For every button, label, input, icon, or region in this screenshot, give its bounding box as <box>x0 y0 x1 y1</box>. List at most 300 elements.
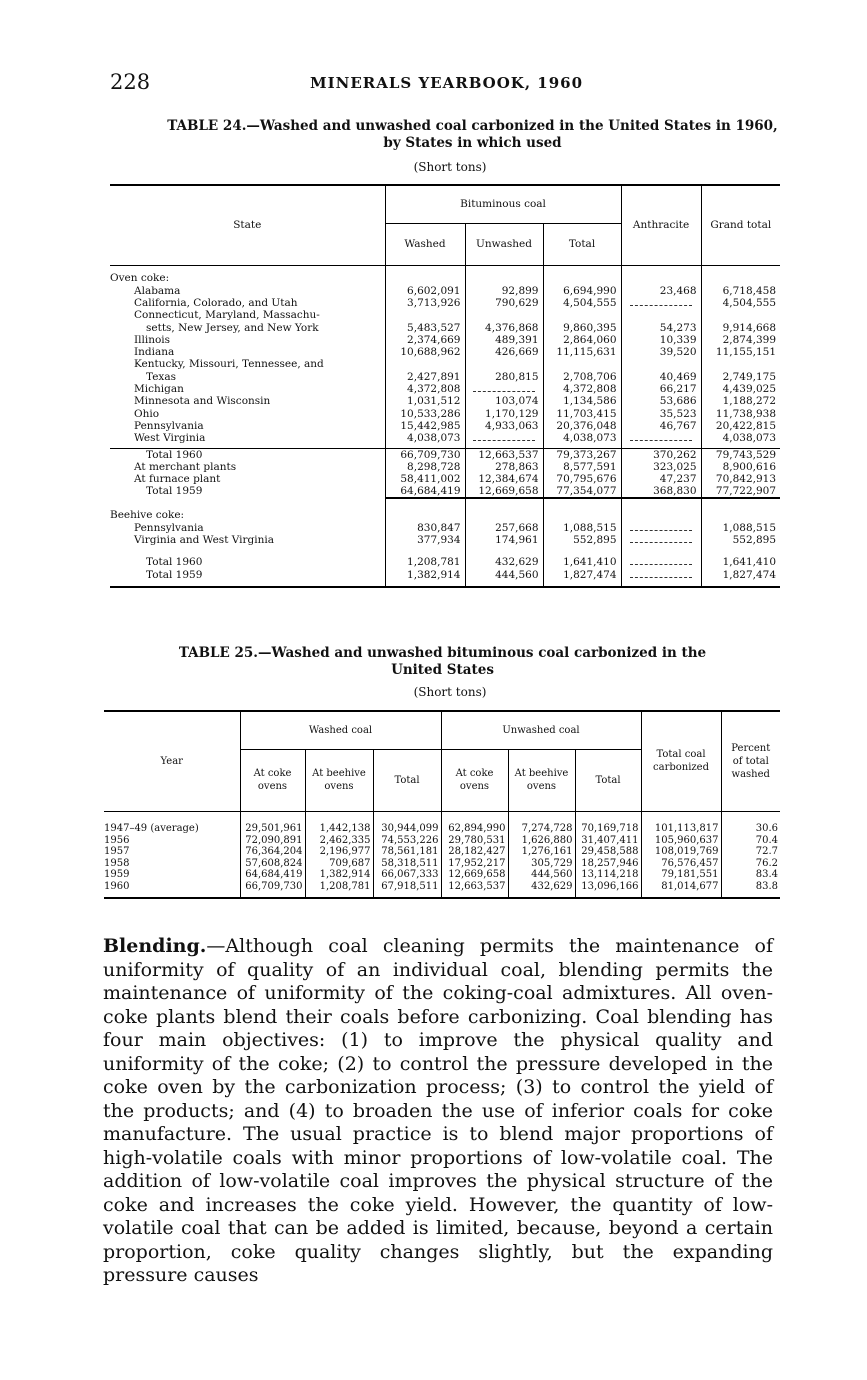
table24-row-label-text: Total 1959 <box>146 485 203 498</box>
table25-cell-carbonized: 79,181,551 <box>641 869 721 881</box>
table24-cell-grand: 6,718,458 <box>701 285 780 297</box>
table24-cell-unwashed: 489,391 <box>465 334 543 346</box>
table25-spacer-cell <box>305 811 373 823</box>
table25-cell-u_beehive: 1,626,880 <box>508 835 575 847</box>
table24-row <box>110 420 780 432</box>
table24-cell-unwashed: 278,863 <box>465 461 543 473</box>
table24-cell-anthracite: 323,025 <box>621 461 701 473</box>
table24-spacer-cell <box>621 581 701 587</box>
table25-row <box>104 881 780 893</box>
table24-cell-grand: 11,155,151 <box>701 346 780 358</box>
table25-cell-w_total: 78,561,181 <box>373 846 441 858</box>
table24-spacer-cell <box>701 581 780 587</box>
table24-row-label-text: Virginia and West Virginia <box>134 534 274 546</box>
table24-cell-washed: 58,411,002 <box>385 473 465 485</box>
table24-cell-washed: 4,372,808 <box>385 383 465 395</box>
table24-header-bituminous: Bituminous coal <box>385 185 621 223</box>
table24-cell-total: 4,038,073 <box>543 433 621 445</box>
table24-cell-grand: 4,038,073 <box>701 433 780 445</box>
blending-lead: Blending. <box>103 935 207 957</box>
table24-spacer-cell <box>465 547 543 557</box>
table24-row <box>110 359 780 371</box>
table24-row-label <box>110 534 385 546</box>
table25-cell-u_coke: 12,663,537 <box>441 881 508 893</box>
table24-cell-total: 2,864,060 <box>543 334 621 346</box>
table24-caption-line1: TABLE 24.—Washed and unwashed coal carbonized in the United States in 1960, <box>167 118 778 134</box>
table25-spacer-cell <box>508 892 575 898</box>
table24-cell-anthracite: 40,469 <box>621 371 701 383</box>
table25-spacer <box>104 892 780 898</box>
table24-cell-unwashed: 174,961 <box>465 534 543 546</box>
blending-paragraph <box>103 935 773 1288</box>
table24-cell-grand: 552,895 <box>701 534 780 546</box>
table24-cell-total: 11,115,631 <box>543 346 621 358</box>
blank-leader <box>630 299 692 306</box>
table24-spacer-cell <box>701 547 780 557</box>
table24-cell-washed: 377,934 <box>385 534 465 546</box>
table24-cell-anthracite <box>621 433 701 445</box>
table24-cell <box>385 271 465 285</box>
table24-cell-anthracite: 47,237 <box>621 473 701 485</box>
table25-cell-w_beehive: 1,382,914 <box>305 869 373 881</box>
page-header <box>110 70 780 98</box>
table25-caption-line2: United States <box>391 662 494 678</box>
table25-row-year-text: 1960 <box>104 880 130 892</box>
table24-row-label <box>110 359 385 371</box>
table24-cell-grand: 1,088,515 <box>701 522 780 534</box>
table24-row-label <box>110 285 385 297</box>
table24-spacer-cell <box>110 498 385 508</box>
table25-spacer <box>104 811 780 823</box>
table24-section-label: Beehive coke: <box>110 509 185 522</box>
table24-cell <box>543 508 621 522</box>
table25-spacer-cell <box>641 892 721 898</box>
table24-header-washed: Washed <box>385 223 465 265</box>
table25-row-year-text: 1956 <box>104 834 130 846</box>
table24-cell-washed: 3,713,926 <box>385 297 465 309</box>
table25-unit: (Short tons) <box>413 685 487 699</box>
table24-cell-anthracite: 23,468 <box>621 285 701 297</box>
table24-cell-washed: 1,031,512 <box>385 396 465 408</box>
table25-cell-u_coke: 62,894,990 <box>441 823 508 835</box>
table24-cell-washed: 1,382,914 <box>385 569 465 581</box>
table24-cell-unwashed: 4,933,063 <box>465 420 543 432</box>
table25-cell-w_coke: 66,709,730 <box>240 881 305 893</box>
table25-row <box>104 846 780 858</box>
table24-cell-washed: 6,602,091 <box>385 285 465 297</box>
table25-header-percent-washed: Percent of total washed <box>721 711 780 811</box>
table24-spacer-cell <box>385 581 465 587</box>
table25-header-washed-total: Total <box>373 749 441 811</box>
table24-spacer <box>110 498 780 508</box>
table24-row <box>110 473 780 485</box>
table24-row <box>110 557 780 569</box>
table24-header-grand-total: Grand total <box>701 185 780 265</box>
table24-row <box>110 396 780 408</box>
table25-row-year-text: 1947–49 (average) <box>104 823 199 835</box>
table24-header-total: Total <box>543 223 621 265</box>
table24-caption-line2: by States in which used <box>383 135 562 151</box>
table24-cell-anthracite <box>621 310 701 322</box>
table24-cell-anthracite: 46,767 <box>621 420 701 432</box>
table24-spacer-cell <box>385 498 465 508</box>
table24-cell-unwashed: 432,629 <box>465 557 543 569</box>
table24-unit: (Short tons) <box>413 160 487 174</box>
table24-row <box>110 449 780 461</box>
table24-row-label <box>110 522 385 534</box>
table25-cell-w_beehive: 1,208,781 <box>305 881 373 893</box>
table24-cell-grand: 20,422,815 <box>701 420 780 432</box>
table25-header-year: Year <box>104 711 240 811</box>
table25-cell-u_total: 29,458,588 <box>575 846 641 858</box>
table24-spacer-cell <box>543 547 621 557</box>
table25-cell-u_total: 70,169,718 <box>575 823 641 835</box>
table24-row-label-text: Michigan <box>134 383 184 396</box>
table24-spacer-cell <box>621 547 701 557</box>
table24-row-label-text: At merchant plants <box>134 461 237 473</box>
table24-row <box>110 310 780 322</box>
table24-cell-unwashed: 257,668 <box>465 522 543 534</box>
blank-leader <box>473 434 535 441</box>
table25-cell-u_beehive: 432,629 <box>508 881 575 893</box>
page-number: 228 <box>110 70 151 94</box>
table24-cell-anthracite: 35,523 <box>621 408 701 420</box>
table24-row-label <box>110 486 385 498</box>
table25-cell-w_total: 74,553,226 <box>373 835 441 847</box>
table25-row-year <box>104 858 240 870</box>
table25-cell-w_coke: 76,364,204 <box>240 846 305 858</box>
table24-row-label-text: Total 1959 <box>146 568 203 581</box>
table25-cell-w_total: 67,918,511 <box>373 881 441 893</box>
table24-cell-grand <box>701 359 780 371</box>
table24-header-state: State <box>110 185 385 265</box>
table24-cell-washed <box>385 310 465 322</box>
table24-cell-unwashed: 1,170,129 <box>465 408 543 420</box>
table24-cell-washed: 5,483,527 <box>385 322 465 334</box>
table25-caption-line1: TABLE 25.—Washed and unwashed bituminous coal carbonized in the <box>178 645 707 661</box>
table25-spacer-cell <box>240 892 305 898</box>
table25-cell-w_coke: 72,090,891 <box>240 835 305 847</box>
table24-cell-total: 1,088,515 <box>543 522 621 534</box>
table24-row <box>110 569 780 581</box>
table24-row <box>110 346 780 358</box>
table24-cell-grand: 11,738,938 <box>701 408 780 420</box>
table24-cell-washed: 2,374,669 <box>385 334 465 346</box>
table25-spacer-cell <box>305 892 373 898</box>
table24-section-row <box>110 271 780 285</box>
table24-row-label-text: California, Colorado, and Utah <box>134 297 298 309</box>
table24-cell-grand <box>701 310 780 322</box>
table24-cell-washed: 830,847 <box>385 522 465 534</box>
table24-cell-unwashed: 280,815 <box>465 371 543 383</box>
table24-row <box>110 322 780 334</box>
table24-cell-grand: 4,439,025 <box>701 383 780 395</box>
table24-row-label-text: Kentucky, Missouri, Tennessee, and <box>134 358 324 371</box>
table24-cell-grand: 1,827,474 <box>701 569 780 581</box>
table24-spacer <box>110 547 780 557</box>
table25-spacer-cell <box>373 892 441 898</box>
table25-cell-pct: 72.7 <box>721 846 780 858</box>
table24-spacer-cell <box>543 498 621 508</box>
table25-row <box>104 823 780 835</box>
table24-cell-grand: 9,914,668 <box>701 322 780 334</box>
table24-row <box>110 408 780 420</box>
table24-cell-unwashed: 12,663,537 <box>465 449 543 461</box>
table24-cell-total: 1,827,474 <box>543 569 621 581</box>
table24-cell-grand: 2,874,399 <box>701 334 780 346</box>
table25-spacer-cell <box>373 811 441 823</box>
table25-cell-carbonized: 105,960,637 <box>641 835 721 847</box>
table25-cell-w_total: 58,318,511 <box>373 858 441 870</box>
table24-row-label-text: Alabama <box>134 285 181 297</box>
table24-cell-total: 77,354,077 <box>543 486 621 498</box>
table25-header-unwashed-coal: Unwashed coal <box>441 711 641 749</box>
table24-row-label <box>110 420 385 432</box>
table25-cell-w_beehive: 709,687 <box>305 858 373 870</box>
table24-cell-unwashed: 4,376,868 <box>465 322 543 334</box>
table25-header-unwashed-beehive-ovens: At beehive ovens <box>508 749 575 811</box>
table25-cell-u_coke: 29,780,531 <box>441 835 508 847</box>
table25-header-washed-beehive-ovens: At beehive ovens <box>305 749 373 811</box>
table24 <box>110 184 780 588</box>
table24-cell-unwashed <box>465 433 543 445</box>
table24-row <box>110 297 780 309</box>
table24-cell-total: 9,860,395 <box>543 322 621 334</box>
table24-cell-total <box>543 310 621 322</box>
table25-cell-pct: 76.2 <box>721 858 780 870</box>
table25-cell-w_coke: 64,684,419 <box>240 869 305 881</box>
table24-row <box>110 433 780 445</box>
table24-section-row <box>110 508 780 522</box>
table25 <box>104 710 780 899</box>
table24-header-anthracite: Anthracite <box>621 185 701 265</box>
table24-cell-total: 4,372,808 <box>543 383 621 395</box>
table24-cell-grand: 2,749,175 <box>701 371 780 383</box>
table24-cell-anthracite: 10,339 <box>621 334 701 346</box>
table24-cell-anthracite: 368,830 <box>621 486 701 498</box>
table24-cell-anthracite: 370,262 <box>621 449 701 461</box>
table25-row-year <box>104 881 240 893</box>
table24-cell-washed: 4,038,073 <box>385 433 465 445</box>
table24-cell-anthracite <box>621 522 701 534</box>
table24-cell-total: 70,795,676 <box>543 473 621 485</box>
table25-cell-u_coke: 28,182,427 <box>441 846 508 858</box>
table24-cell-total: 8,577,591 <box>543 461 621 473</box>
table24-cell-anthracite <box>621 297 701 309</box>
table24-spacer-cell <box>110 581 385 587</box>
table24-row <box>110 285 780 297</box>
table24-cell-anthracite: 66,217 <box>621 383 701 395</box>
table24-cell-unwashed: 12,669,658 <box>465 486 543 498</box>
table25-cell-pct: 83.4 <box>721 869 780 881</box>
table24-spacer-cell <box>701 498 780 508</box>
table24-cell-total: 20,376,048 <box>543 420 621 432</box>
table24-cell-total: 6,694,990 <box>543 285 621 297</box>
table24-row-label <box>110 297 385 309</box>
table24-cell <box>465 508 543 522</box>
table24-row-label <box>110 322 385 334</box>
table24-cell-total <box>543 359 621 371</box>
table25-cell-pct: 70.4 <box>721 835 780 847</box>
table24-cell <box>621 271 701 285</box>
table25-cell-w_beehive: 2,196,977 <box>305 846 373 858</box>
table25-cell-u_coke: 12,669,658 <box>441 869 508 881</box>
table24-row-label <box>110 433 385 445</box>
table24-cell-grand: 1,641,410 <box>701 557 780 569</box>
table24-cell-washed: 10,533,286 <box>385 408 465 420</box>
blending-text: —Although coal cleaning permits the maintenance of uniformity of quality of an individual coal, blending permits the maintenance of uniformity of the coking-coal admixtures. All oven-coke plants blend their coals before carbonizing. Coal blending has four main objectives: (1) to improve the physical quality and uniformity of the coke; (2) to control the pressure developed in the coke oven by the carbonization process; (3) to control the yield of the products; and (4) to broaden the use of inferior coals for coke manufacture. The usual practice is to blend major proportions of high-volatile coals with minor proportions of low-volatile coal. The addition of low-volatile coal improves the physical structure of the coke and increases the coke yield. However, the quantity of low-volatile coal that can be added is limited, because, beyond a certain proportion, coke quality changes slightly, but the expanding pressure causes <box>103 935 773 1286</box>
table25-spacer-cell <box>441 892 508 898</box>
table25-cell-u_total: 13,096,166 <box>575 881 641 893</box>
table24-cell <box>701 508 780 522</box>
table24-cell-unwashed <box>465 359 543 371</box>
table25-cell-u_beehive: 444,560 <box>508 869 575 881</box>
table24-cell-total: 552,895 <box>543 534 621 546</box>
table24-cell-washed: 2,427,891 <box>385 371 465 383</box>
table25-header-washed-coke-ovens: At coke ovens <box>240 749 305 811</box>
table24-row <box>110 371 780 383</box>
table24-row-label-text: Pennsylvania <box>134 420 204 432</box>
table24-cell-washed <box>385 359 465 371</box>
table24-spacer-cell <box>385 547 465 557</box>
table24-cell-total: 4,504,555 <box>543 297 621 309</box>
table25-cell-u_beehive: 7,274,728 <box>508 823 575 835</box>
table24-cell-unwashed: 12,384,674 <box>465 473 543 485</box>
table24-cell-total: 1,134,586 <box>543 396 621 408</box>
table24-cell-unwashed <box>465 310 543 322</box>
table24-cell <box>543 271 621 285</box>
table24-cell-grand: 4,504,555 <box>701 297 780 309</box>
table24-cell-washed: 64,684,419 <box>385 486 465 498</box>
table24-cell-washed: 15,442,985 <box>385 420 465 432</box>
table25-spacer-cell <box>104 811 240 823</box>
table24-cell-anthracite: 54,273 <box>621 322 701 334</box>
table24-row-label-text: Texas <box>146 371 176 383</box>
table24-cell-unwashed: 790,629 <box>465 297 543 309</box>
table25-caption <box>105 645 780 679</box>
table24-row-label <box>110 461 385 473</box>
table25-spacer-cell <box>575 811 641 823</box>
table24-spacer <box>110 581 780 587</box>
table24-cell-anthracite <box>621 557 701 569</box>
table24-row-label <box>110 449 385 461</box>
table24-cell-unwashed <box>465 383 543 395</box>
table25-row-year <box>104 835 240 847</box>
table25-spacer-cell <box>508 811 575 823</box>
table25-header-total-carbonized: Total coal carbonized <box>641 711 721 811</box>
table25-spacer-cell <box>641 811 721 823</box>
table24-spacer-cell <box>110 547 385 557</box>
blank-leader <box>630 434 692 441</box>
table24-cell-unwashed: 103,074 <box>465 396 543 408</box>
table25-row-year <box>104 869 240 881</box>
table24-cell-grand: 8,900,616 <box>701 461 780 473</box>
table25-cell-carbonized: 81,014,677 <box>641 881 721 893</box>
table24-cell <box>701 271 780 285</box>
table25-cell-w_coke: 57,608,824 <box>240 858 305 870</box>
table25-cell-u_beehive: 305,729 <box>508 858 575 870</box>
table24-cell-anthracite <box>621 534 701 546</box>
table24-row-label <box>110 383 385 395</box>
table25-cell-w_beehive: 1,442,138 <box>305 823 373 835</box>
table24-cell <box>465 271 543 285</box>
table24-cell-grand: 79,743,529 <box>701 449 780 461</box>
table24-cell-washed: 8,298,728 <box>385 461 465 473</box>
table24-cell-total: 2,708,706 <box>543 371 621 383</box>
table24-spacer-cell <box>465 498 543 508</box>
table24-row-label-text: Indiana <box>134 346 175 359</box>
table25-cell-pct: 30.6 <box>721 823 780 835</box>
table24-spacer-cell <box>543 581 621 587</box>
table24-section-label: Oven coke: <box>110 272 170 284</box>
running-head: MINERALS YEARBOOK, 1960 <box>310 74 584 92</box>
table24-cell-washed: 66,709,730 <box>385 449 465 461</box>
table25-row <box>104 835 780 847</box>
blank-leader <box>630 571 692 578</box>
table24-row-label <box>110 310 385 322</box>
table24-cell-washed: 1,208,781 <box>385 557 465 569</box>
table25-spacer-cell <box>441 811 508 823</box>
table25-cell-w_coke: 29,501,961 <box>240 823 305 835</box>
table24-cell <box>385 508 465 522</box>
table25-row <box>104 869 780 881</box>
table24-row-label <box>110 334 385 346</box>
table25-cell-w_beehive: 2,462,335 <box>305 835 373 847</box>
table24-row-label-text: Illinois <box>134 334 171 346</box>
table25-cell-carbonized: 76,576,457 <box>641 858 721 870</box>
table25-cell-u_beehive: 1,276,161 <box>508 846 575 858</box>
table24-cell-total: 1,641,410 <box>543 557 621 569</box>
table25-spacer-cell <box>575 892 641 898</box>
table24-row <box>110 486 780 498</box>
table25-spacer-cell <box>240 811 305 823</box>
table25-cell-carbonized: 108,019,769 <box>641 846 721 858</box>
table24-row <box>110 461 780 473</box>
table24-cell-unwashed: 92,899 <box>465 285 543 297</box>
table24-row-label <box>110 473 385 485</box>
table24-spacer-cell <box>621 498 701 508</box>
table24-row-label-text: Total 1960 <box>146 448 203 461</box>
table24-row-label-text: setts, New Jersey, and New York <box>146 321 319 334</box>
table25-header-unwashed-coke-ovens: At coke ovens <box>441 749 508 811</box>
table24-cell-grand: 77,722,907 <box>701 486 780 498</box>
table24-cell-anthracite: 53,686 <box>621 396 701 408</box>
table24-row <box>110 334 780 346</box>
table25-cell-u_total: 18,257,946 <box>575 858 641 870</box>
table24-cell <box>621 508 701 522</box>
table25-header-washed-coal: Washed coal <box>240 711 441 749</box>
table24-header-unwashed: Unwashed <box>465 223 543 265</box>
table24-row-label-text: Connecticut, Maryland, Massachu- <box>134 309 320 322</box>
table25-spacer-cell <box>104 892 240 898</box>
table24-row-label-text: Pennsylvania <box>134 522 204 534</box>
blank-leader <box>473 385 535 392</box>
table24-row-label-text: Minnesota and Wisconsin <box>134 395 271 408</box>
table24-cell-unwashed: 444,560 <box>465 569 543 581</box>
table25-cell-w_total: 30,944,099 <box>373 823 441 835</box>
blank-leader <box>630 558 692 565</box>
table25-cell-pct: 83.8 <box>721 881 780 893</box>
table25-spacer-cell <box>721 892 780 898</box>
table24-row-label-text: At furnace plant <box>134 473 221 486</box>
table25-cell-carbonized: 101,113,817 <box>641 823 721 835</box>
table24-cell-grand: 70,842,913 <box>701 473 780 485</box>
table24-cell-anthracite <box>621 359 701 371</box>
table25-row-year-text: 1957 <box>104 846 130 858</box>
table24-cell-total: 11,703,415 <box>543 408 621 420</box>
table25-row-year-text: 1959 <box>104 869 130 881</box>
blank-leader <box>630 524 692 531</box>
